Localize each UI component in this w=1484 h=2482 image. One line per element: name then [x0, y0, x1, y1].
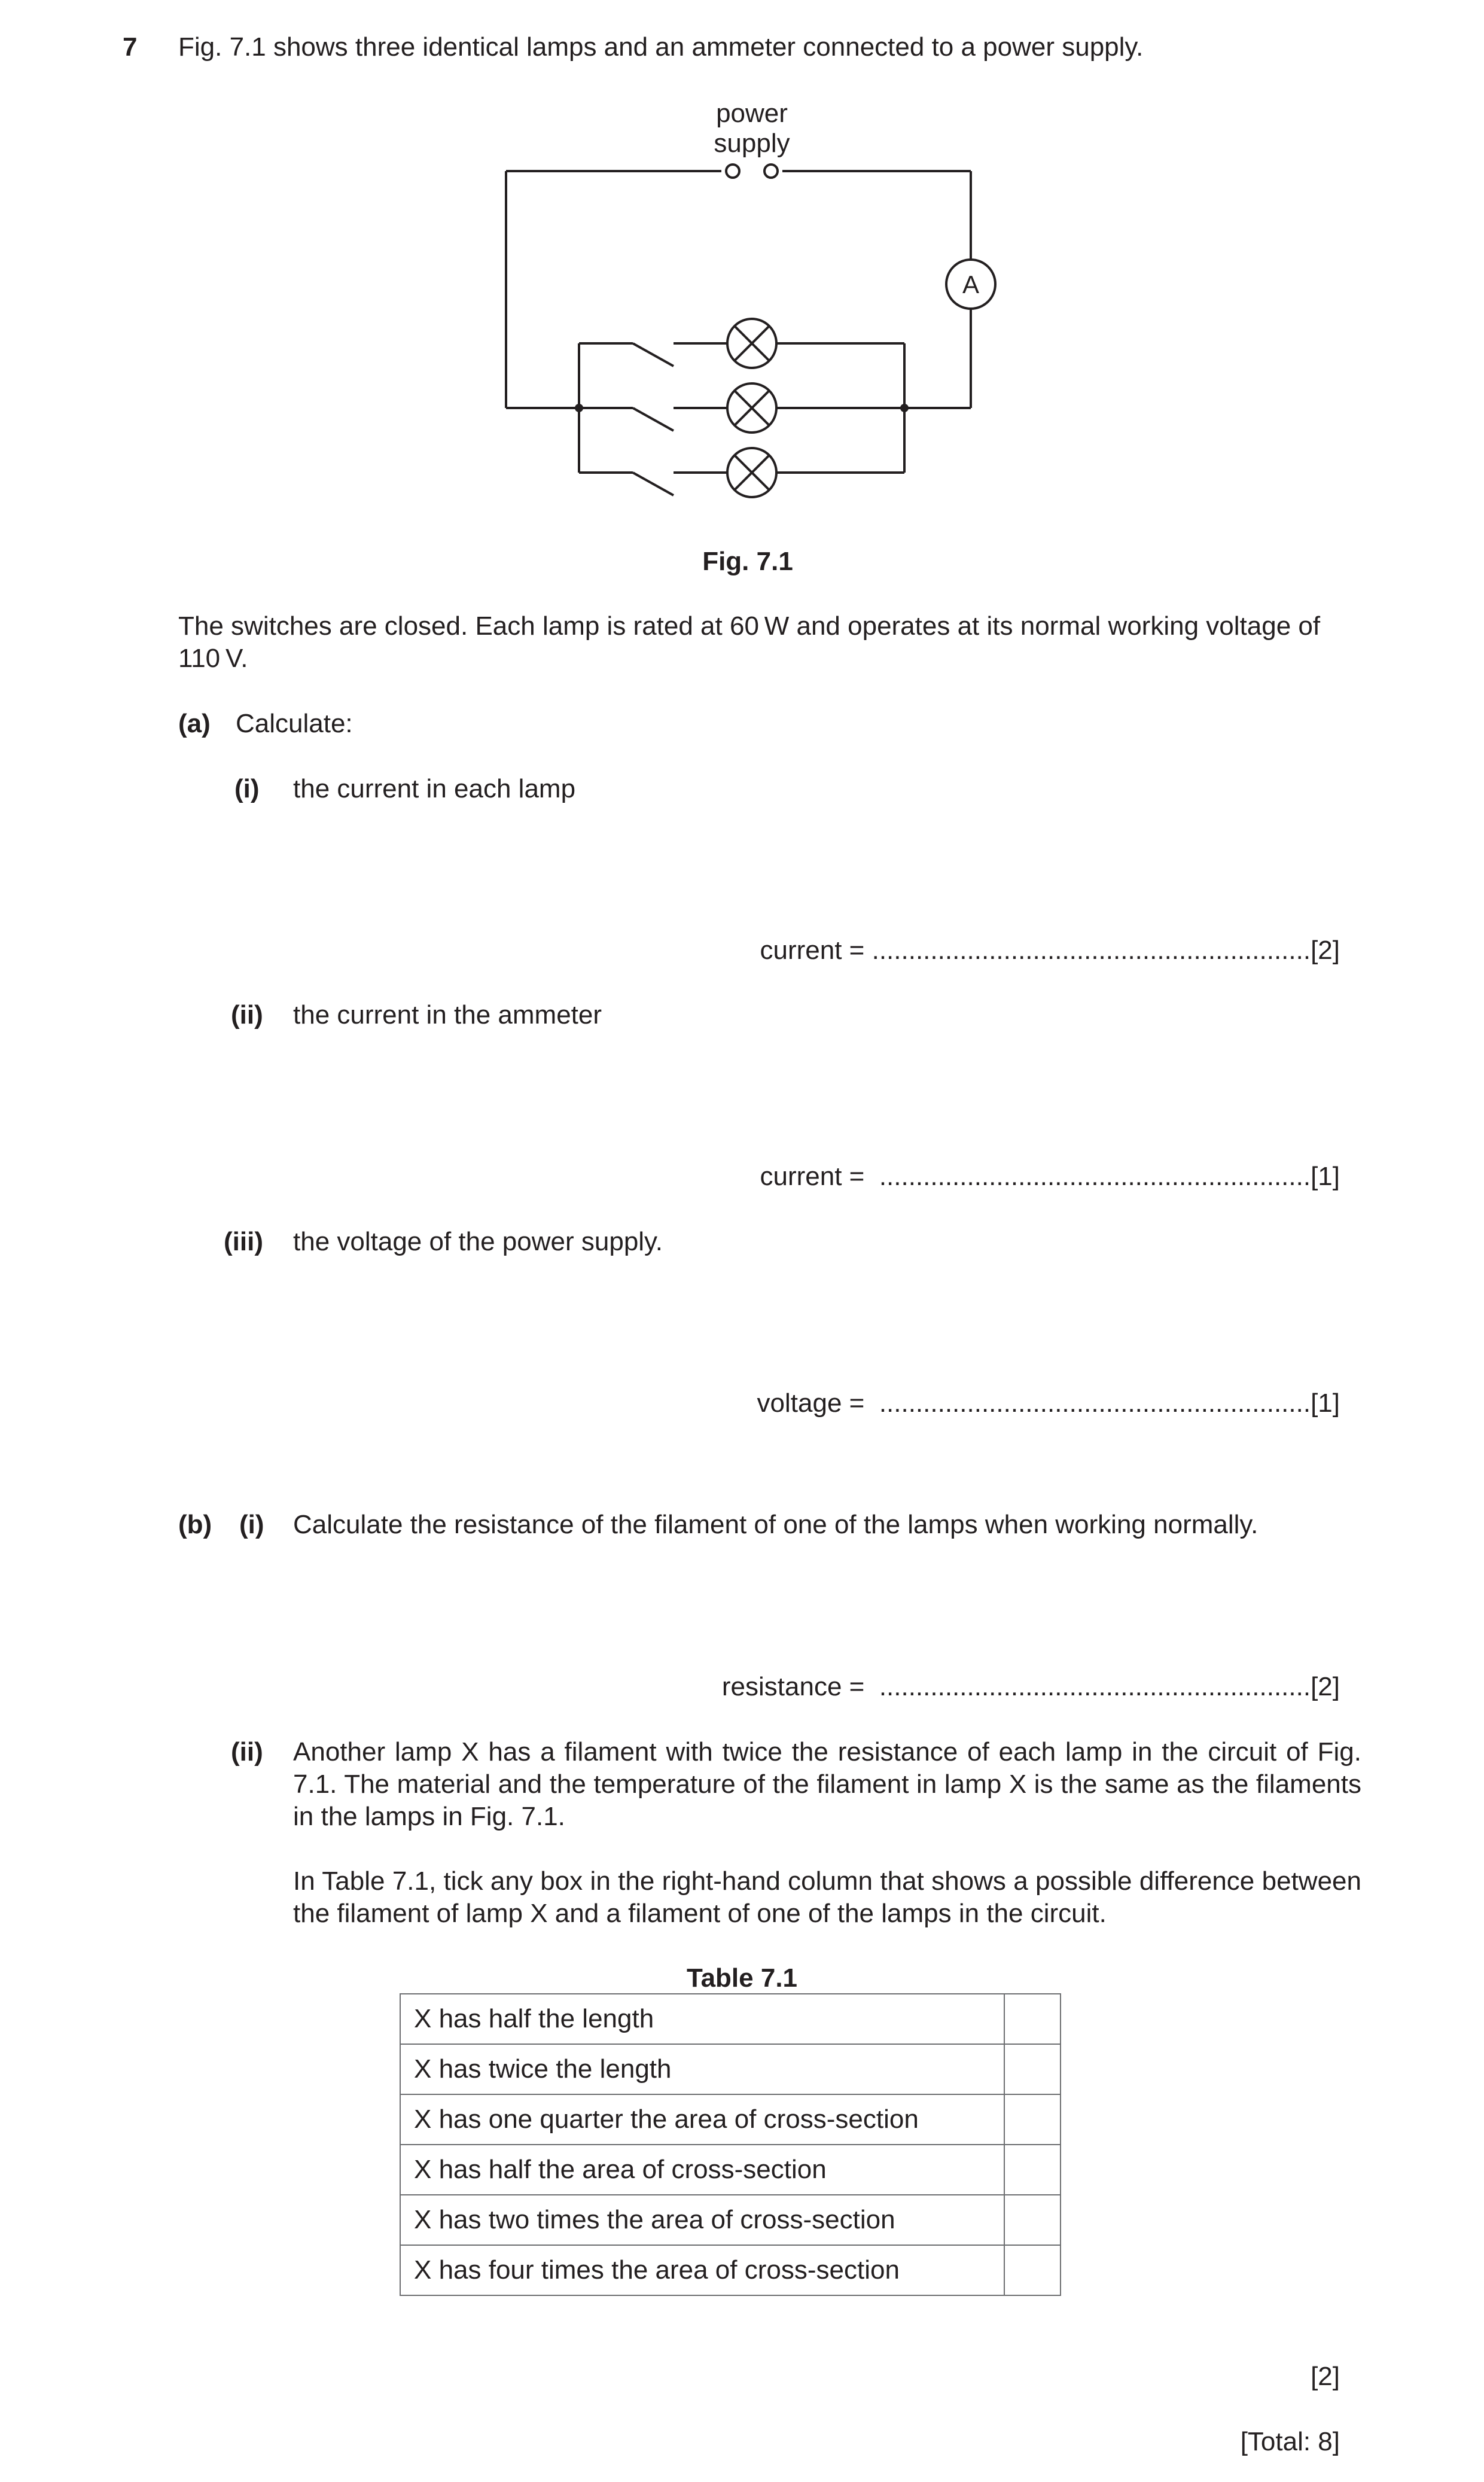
part-a-text: Calculate:: [236, 709, 353, 738]
part-a-iii-label: (iii): [224, 1227, 263, 1256]
marks: [1]: [1311, 1388, 1340, 1418]
statement-line-1: The switches are closed. Each lamp is rated at 60 W and operates at its normal working voltage of: [178, 611, 1321, 641]
supply-terminal-right: [764, 165, 778, 178]
answer-line-a-iii[interactable]: [359, 1387, 1340, 1420]
row-text: X has half the area of cross-section: [400, 2145, 1004, 2195]
table-row: [400, 2145, 1061, 2195]
table-row: [400, 2195, 1061, 2245]
row-text: X has two times the area of cross-section: [400, 2195, 1004, 2245]
tick-table: [400, 1993, 1061, 2296]
part-b-ii-label: (ii): [231, 1737, 263, 1767]
junction-right: [900, 404, 909, 412]
part-a-i-label: (i): [234, 774, 260, 803]
supply-terminal-left: [726, 165, 739, 178]
tick-box[interactable]: [1004, 1994, 1061, 2044]
ammeter-label: A: [962, 270, 980, 299]
part-b-ii-para-1: Another lamp X has a filament with twice the resistance of each lamp in the circuit of Fig. 7.1. The material and the temperature of the filament in lamp X is the same as the filaments in the lamps in Fig. 7.1.: [293, 1737, 1361, 1831]
tick-box[interactable]: [1004, 2245, 1061, 2295]
power-supply-label-2: supply: [714, 129, 790, 158]
answer-line-a-i[interactable]: [359, 934, 1340, 967]
part-b-ii-marks: [2]: [1311, 2362, 1340, 2391]
power-supply-label-1: power: [716, 99, 788, 128]
answer-dots[interactable]: ...........................................................: [879, 1388, 1311, 1418]
figure-caption: Fig. 7.1: [702, 547, 793, 576]
switch-2: [633, 408, 674, 431]
answer-label: resistance =: [721, 1672, 865, 1701]
row-text: X has half the length: [400, 1994, 1004, 2044]
part-b-i-label: (i): [239, 1510, 264, 1539]
part-a-iii-text: the voltage of the power supply.: [293, 1227, 663, 1256]
question-intro: Fig. 7.1 shows three identical lamps and an ammeter connected to a power supply.: [178, 32, 1144, 62]
switch-1: [633, 343, 674, 366]
answer-line-b-i[interactable]: [359, 1671, 1340, 1703]
question-number: 7: [123, 32, 138, 62]
row-text: X has one quarter the area of cross-section: [400, 2094, 1004, 2145]
part-a-ii-label: (ii): [231, 1000, 263, 1030]
answer-label: voltage =: [757, 1388, 865, 1418]
row-text: X has twice the length: [400, 2044, 1004, 2094]
answer-dots[interactable]: ............................................................: [871, 936, 1311, 965]
total-marks: [Total: 8]: [1240, 2427, 1340, 2456]
answer-label: current =: [760, 1162, 865, 1191]
part-b-ii-para-2: In Table 7.1, tick any box in the right-hand column that shows a possible difference between the filament of lamp X and a filament of one of the lamps in the circuit.: [293, 1866, 1361, 1928]
table-row: [400, 1994, 1061, 2044]
part-b-label: (b): [178, 1510, 212, 1539]
junction-left: [575, 404, 583, 412]
table-row: [400, 2094, 1061, 2145]
switch-3: [633, 473, 674, 495]
tick-box[interactable]: [1004, 2195, 1061, 2245]
answer-label: current =: [760, 936, 865, 965]
answer-dots[interactable]: ...........................................................: [879, 1672, 1311, 1701]
answer-dots[interactable]: ...........................................................: [879, 1162, 1311, 1191]
marks: [2]: [1311, 1672, 1340, 1701]
tick-box[interactable]: [1004, 2094, 1061, 2145]
part-a-i-text: the current in each lamp: [293, 774, 576, 803]
circuit-diagram: [467, 90, 1005, 508]
part-a-ii-text: the current in the ammeter: [293, 1000, 602, 1030]
tick-box[interactable]: [1004, 2145, 1061, 2195]
part-a-label: (a): [178, 709, 211, 738]
marks: [2]: [1311, 936, 1340, 965]
answer-line-a-ii[interactable]: [359, 1161, 1340, 1193]
marks: [1]: [1311, 1162, 1340, 1191]
table-row: [400, 2044, 1061, 2094]
table-caption: Table 7.1: [686, 1963, 798, 1993]
part-b-i-text: Calculate the resistance of the filament of one of the lamps when working normally.: [293, 1510, 1258, 1539]
table-row: [400, 2245, 1061, 2295]
statement-line-2: 110 V.: [178, 644, 248, 673]
row-text: X has four times the area of cross-section: [400, 2245, 1004, 2295]
tick-box[interactable]: [1004, 2044, 1061, 2094]
